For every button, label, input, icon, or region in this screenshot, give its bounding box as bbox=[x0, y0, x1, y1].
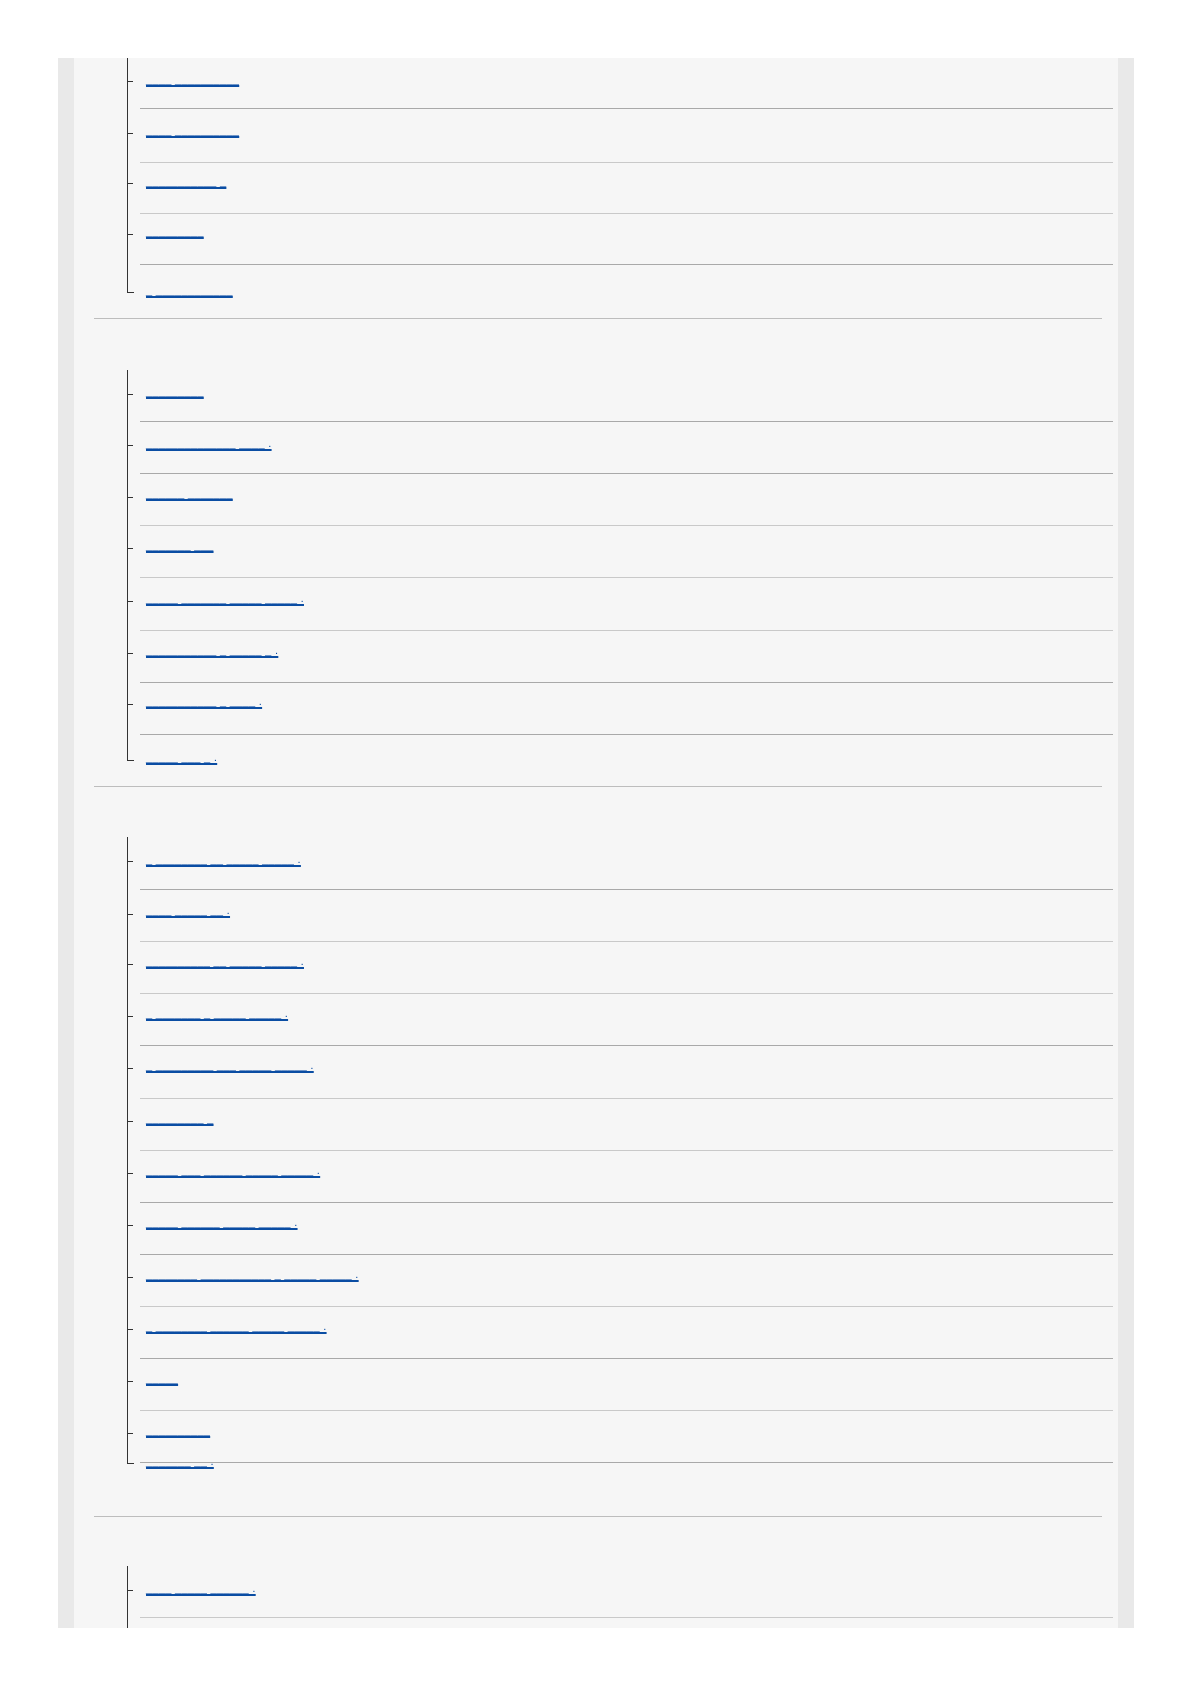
tree-branch bbox=[127, 1329, 133, 1330]
nav-link[interactable]: _____ _______ _____ _____ . bbox=[146, 593, 304, 605]
list-item[interactable] bbox=[74, 578, 1118, 630]
nav-link[interactable]: ____ __________ bbox=[146, 125, 240, 137]
tree-branch bbox=[127, 1433, 133, 1434]
nav-link[interactable]: __________ __ _____ _____ . bbox=[146, 956, 304, 968]
tree-branch bbox=[127, 1225, 133, 1226]
nav-link[interactable]: _____ bbox=[146, 1373, 179, 1385]
list-item[interactable] bbox=[74, 890, 1118, 942]
tree-branch bbox=[127, 1121, 133, 1122]
list-item[interactable] bbox=[74, 526, 1118, 578]
tree-branch bbox=[127, 704, 133, 705]
nav-link[interactable]: ____ _____ __ . bbox=[146, 905, 231, 917]
list-item[interactable] bbox=[74, 110, 1118, 162]
group-divider bbox=[94, 786, 1102, 787]
tree-branch bbox=[127, 234, 133, 235]
tree-branch bbox=[127, 133, 133, 134]
nav-link[interactable]: _________ bbox=[146, 386, 204, 398]
list-item[interactable] bbox=[74, 1307, 1118, 1359]
tree-branch bbox=[127, 81, 133, 82]
nav-link[interactable]: ______ _______ bbox=[146, 488, 233, 500]
nav-link[interactable]: _ _______ _ _____ _____ . bbox=[146, 1008, 289, 1020]
divider bbox=[140, 1617, 1113, 1618]
divider bbox=[140, 108, 1113, 109]
tree-branch bbox=[127, 292, 134, 293]
tree-branch bbox=[127, 497, 133, 498]
nav-link[interactable]: __________ bbox=[146, 1425, 211, 1437]
nav-link[interactable]: _ ________ ______ _____ _____ . bbox=[146, 1321, 327, 1333]
nav-link[interactable]: ____ __________ bbox=[146, 74, 240, 86]
tree-branch bbox=[127, 1590, 133, 1591]
tree-branch bbox=[127, 1381, 133, 1382]
list-item[interactable] bbox=[74, 735, 1118, 787]
group-divider bbox=[94, 318, 1102, 319]
list-item[interactable] bbox=[74, 1046, 1118, 1098]
tree-branch bbox=[127, 1277, 133, 1278]
list-item[interactable] bbox=[74, 1151, 1118, 1203]
list-item[interactable] bbox=[74, 162, 1118, 214]
tree-branch bbox=[127, 394, 133, 395]
list-item[interactable] bbox=[74, 1456, 1118, 1515]
list-item[interactable] bbox=[74, 994, 1118, 1046]
nav-link[interactable]: ___________ _ _____ _ . bbox=[146, 645, 279, 657]
nav-link[interactable]: ________ ___________ _ _____ _____ . bbox=[146, 1269, 359, 1281]
nav-link[interactable]: ____ _____ ______ . bbox=[146, 1583, 256, 1595]
tree-branch bbox=[127, 914, 133, 915]
list-item[interactable] bbox=[74, 58, 1118, 110]
tree-branch bbox=[127, 760, 134, 761]
nav-link[interactable]: ______________ ____ . bbox=[146, 438, 272, 450]
tree-branch bbox=[127, 861, 133, 862]
nav-link[interactable]: _ ________ __ _____ _____ . bbox=[146, 854, 301, 866]
list-item[interactable] bbox=[74, 1203, 1118, 1255]
list-item[interactable] bbox=[74, 837, 1118, 889]
nav-link[interactable]: _______ __ . bbox=[146, 1456, 214, 1468]
tree-branch bbox=[127, 183, 133, 184]
list-item[interactable] bbox=[74, 1099, 1118, 1151]
tree-branch bbox=[127, 548, 133, 549]
tree-branch bbox=[127, 1016, 133, 1017]
list-item[interactable] bbox=[74, 1411, 1118, 1463]
nav-link[interactable]: ___________ _ bbox=[146, 176, 227, 188]
group-divider bbox=[94, 1516, 1102, 1517]
nav-link[interactable]: _______ ___ bbox=[146, 540, 214, 552]
list-item[interactable] bbox=[74, 942, 1118, 994]
tree-branch bbox=[127, 653, 133, 654]
tree-branch bbox=[127, 1463, 134, 1464]
nav-link[interactable]: _____ ___ _ . bbox=[146, 752, 218, 764]
tree-branch bbox=[127, 964, 133, 965]
nav-link[interactable]: _ _________ ___ _____ _____ . bbox=[146, 1060, 314, 1072]
list-item[interactable] bbox=[74, 1255, 1118, 1307]
nav-link[interactable]: _________ bbox=[146, 226, 204, 238]
tree-branch bbox=[127, 1068, 133, 1069]
tree-branch bbox=[127, 445, 133, 446]
nav-link[interactable]: ___________ _ ____ . bbox=[146, 696, 263, 708]
link-tree-panel bbox=[74, 58, 1118, 1628]
nav-link[interactable]: _____ ______ _____ _____ . bbox=[146, 1217, 298, 1229]
nav-link[interactable]: _ ____________ bbox=[146, 285, 233, 297]
nav-link[interactable]: _________ _ bbox=[146, 1113, 214, 1125]
list-item[interactable] bbox=[74, 370, 1118, 422]
tree-branch bbox=[127, 601, 133, 602]
list-item[interactable] bbox=[74, 631, 1118, 683]
nav-link[interactable]: _____ ___ ______ _____ _____ . bbox=[146, 1165, 321, 1177]
list-item[interactable] bbox=[74, 422, 1118, 474]
tree-branch bbox=[127, 1173, 133, 1174]
list-item[interactable] bbox=[74, 1566, 1118, 1618]
list-item[interactable] bbox=[74, 265, 1118, 317]
list-item[interactable] bbox=[74, 1359, 1118, 1411]
list-item[interactable] bbox=[74, 683, 1118, 735]
list-item[interactable] bbox=[74, 474, 1118, 526]
list-item[interactable] bbox=[74, 213, 1118, 265]
